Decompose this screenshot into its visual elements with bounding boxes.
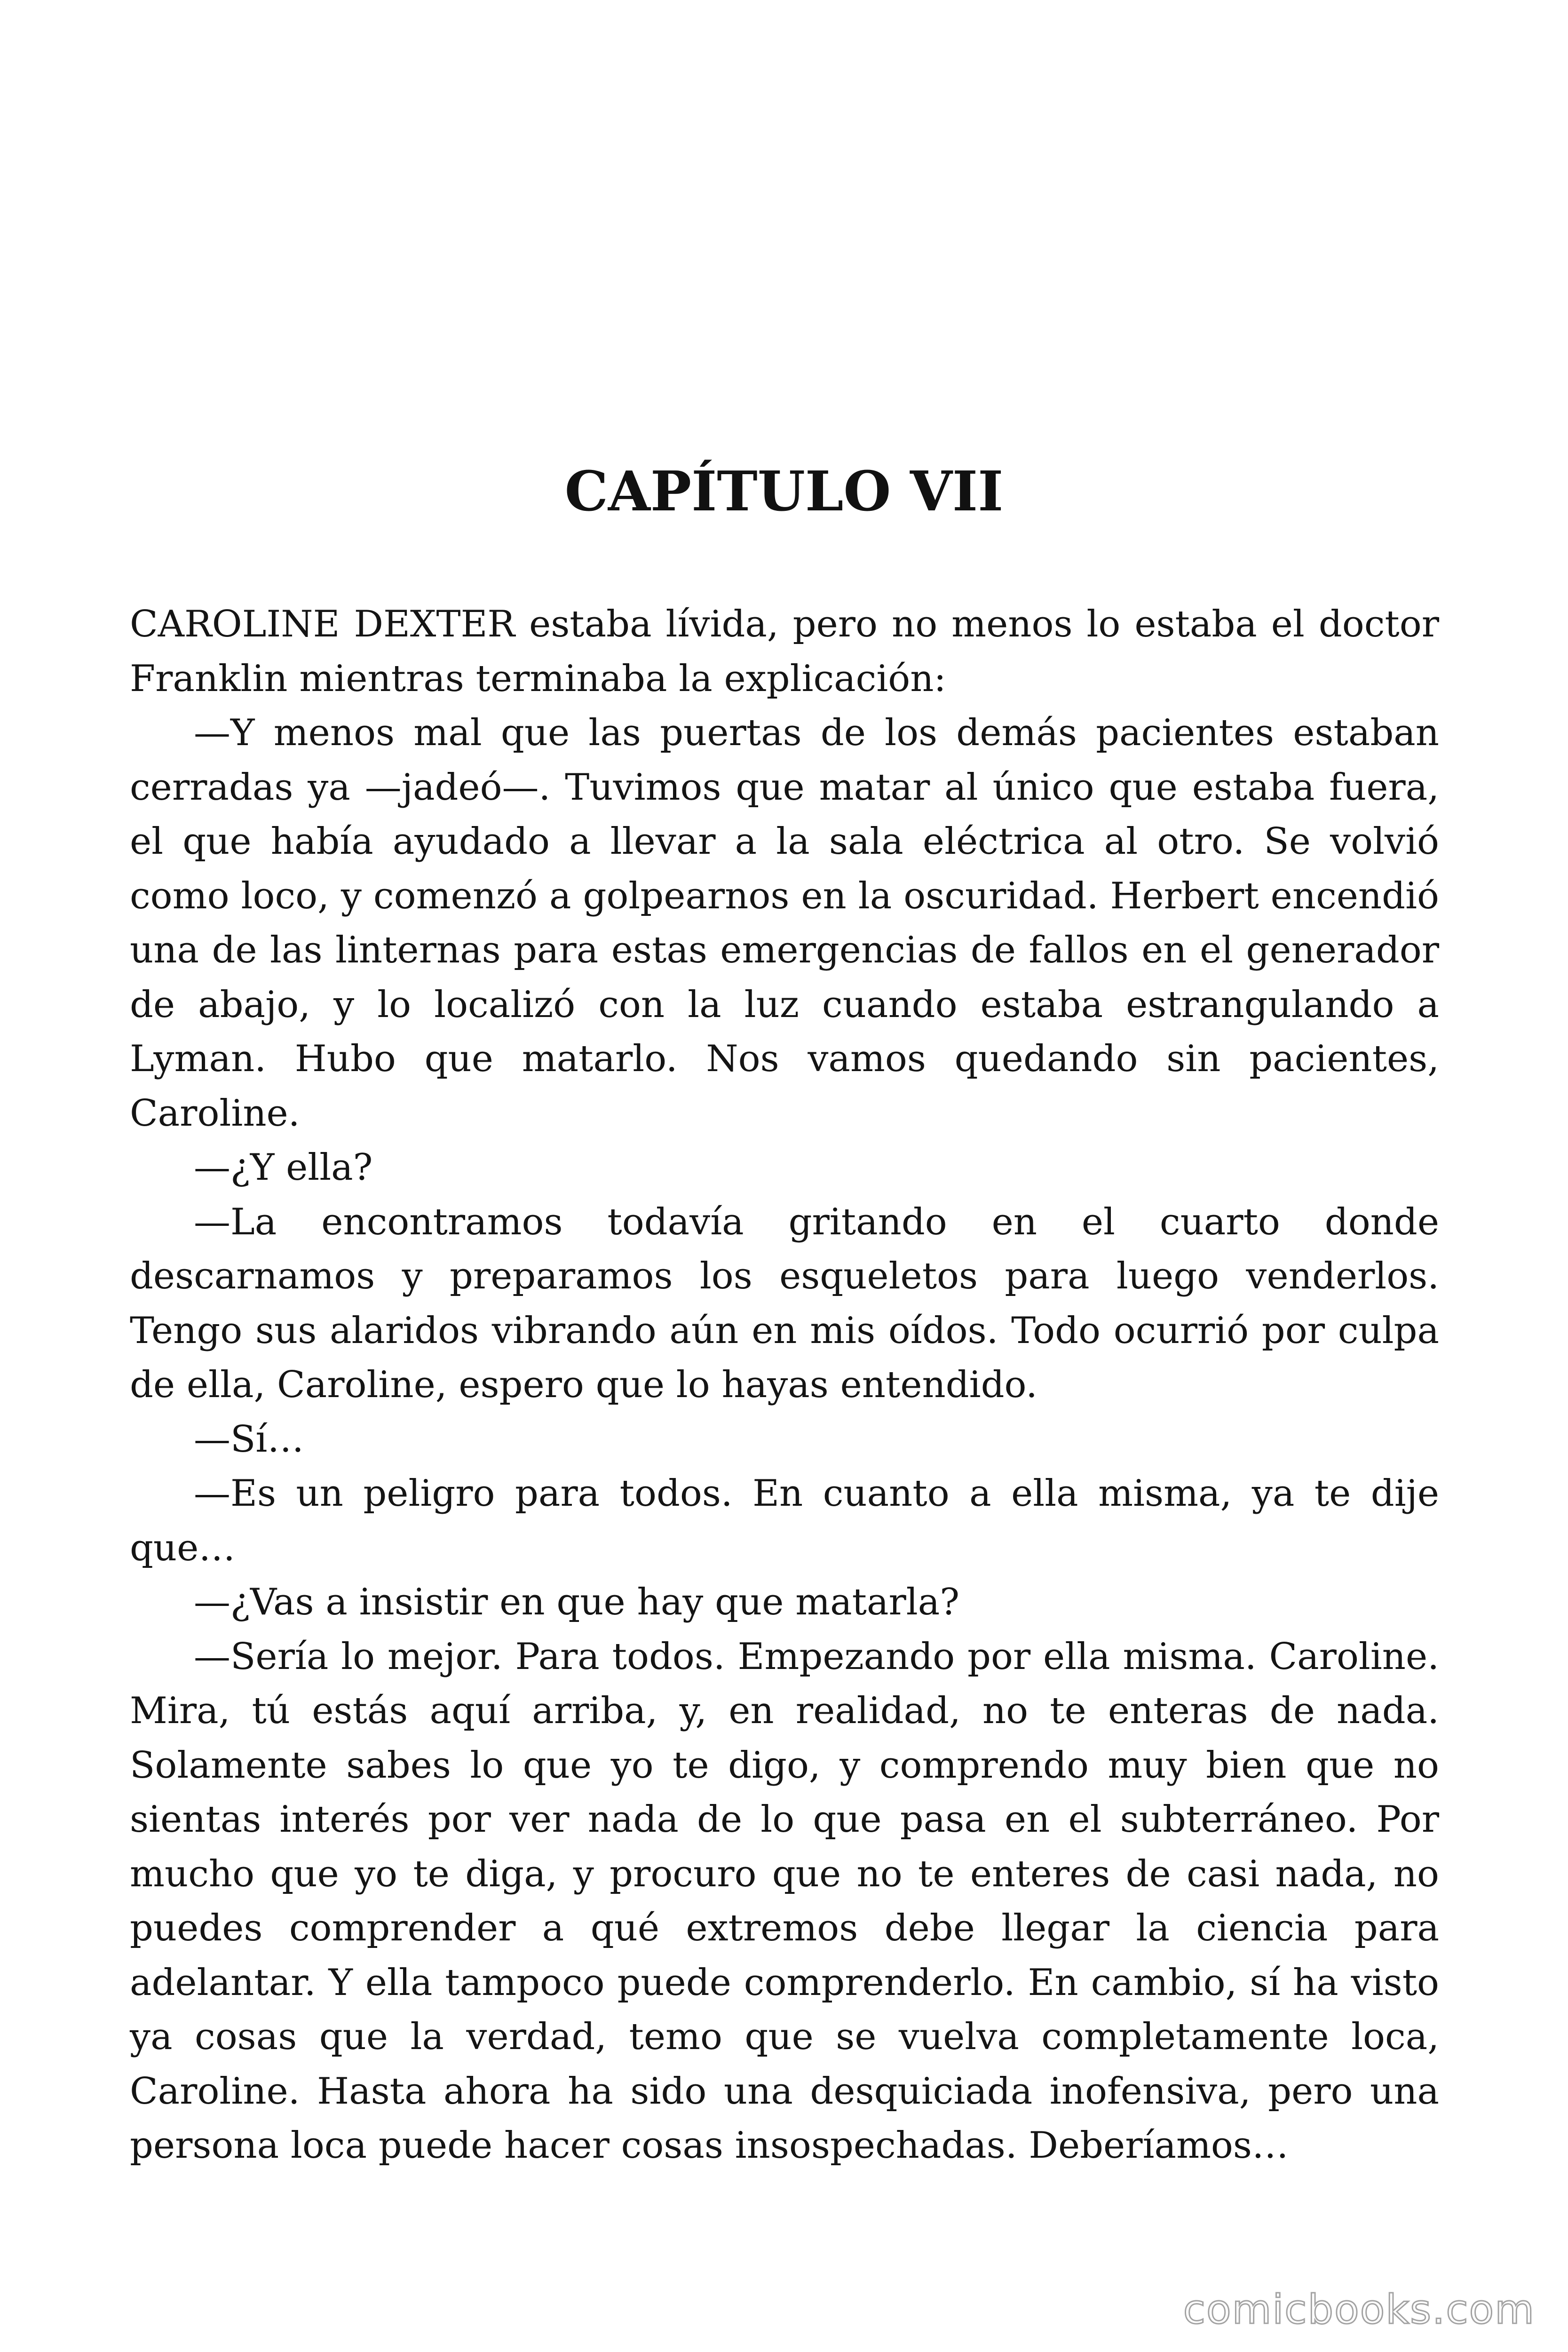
- paragraph: —Y menos mal que las puertas de los demás pacientes estaban cerradas ya —jadeó—. Tuvimos que matar al único que estaba fuera, el que había ayudado a llevar a la sala eléctrica al otro. Se volvió como loco, y comenzó a golpearnos en la oscuridad. Herbert encendió una de las linternas para estas emergencias de fallos en el generador de abajo, y lo localizó con la luz cuando estaba estrangulando a Lyman. Hubo que matarlo. Nos vamos quedando sin pacientes, Caroline.: [130, 712, 1439, 1135]
- paragraph: —¿Vas a insistir en que hay que matarla?: [194, 1581, 960, 1623]
- site-watermark: comicbooks.com: [1183, 2286, 1535, 2333]
- paragraph: —Sería lo mejor. Para todos. Empezando por ella misma. Caroline. Mira, tú estás aquí arriba, y, en realidad, no te enteras de nada. Solamente sabes lo que yo te digo, y comprendo muy bien que no sientas interés por ver nada de lo que pasa en el subterráneo. Por mucho que yo te diga, y procuro que no te enteres de casi nada, no puedes comprender a qué extremos debe llegar la ciencia para adelantar. Y ella tampoco puede comprenderlo. En cambio, sí ha visto ya cosas que la verdad, temo que se vuelva completamente loca, Caroline. Hasta ahora ha sido una desquiciada inofensiva, pero una persona loca puede hacer cosas insospechadas. Deberíamos…: [130, 1635, 1439, 2167]
- chapter-title: CAPÍTULO VII: [564, 460, 1004, 524]
- paragraph: —Sí…: [194, 1418, 304, 1461]
- paragraph: —La encontramos todavía gritando en el cuarto donde descarnamos y preparamos los esqueletos para luego venderlos. Tengo sus alaridos vibrando aún en mis oídos. Todo ocurrió por culpa de ella, Caroline, espero que lo hayas entendido.: [130, 1200, 1439, 1406]
- chapter-body: [130, 597, 1439, 2173]
- paragraph: —¿Y ella?: [194, 1146, 373, 1189]
- paragraph: —Es un peligro para todos. En cuanto a ella misma, ya te dije que…: [130, 1472, 1439, 1569]
- paragraph: CAROLINE DEXTER estaba lívida, pero no menos lo estaba el doctor Franklin mientras terminaba la explicación:: [130, 603, 1439, 700]
